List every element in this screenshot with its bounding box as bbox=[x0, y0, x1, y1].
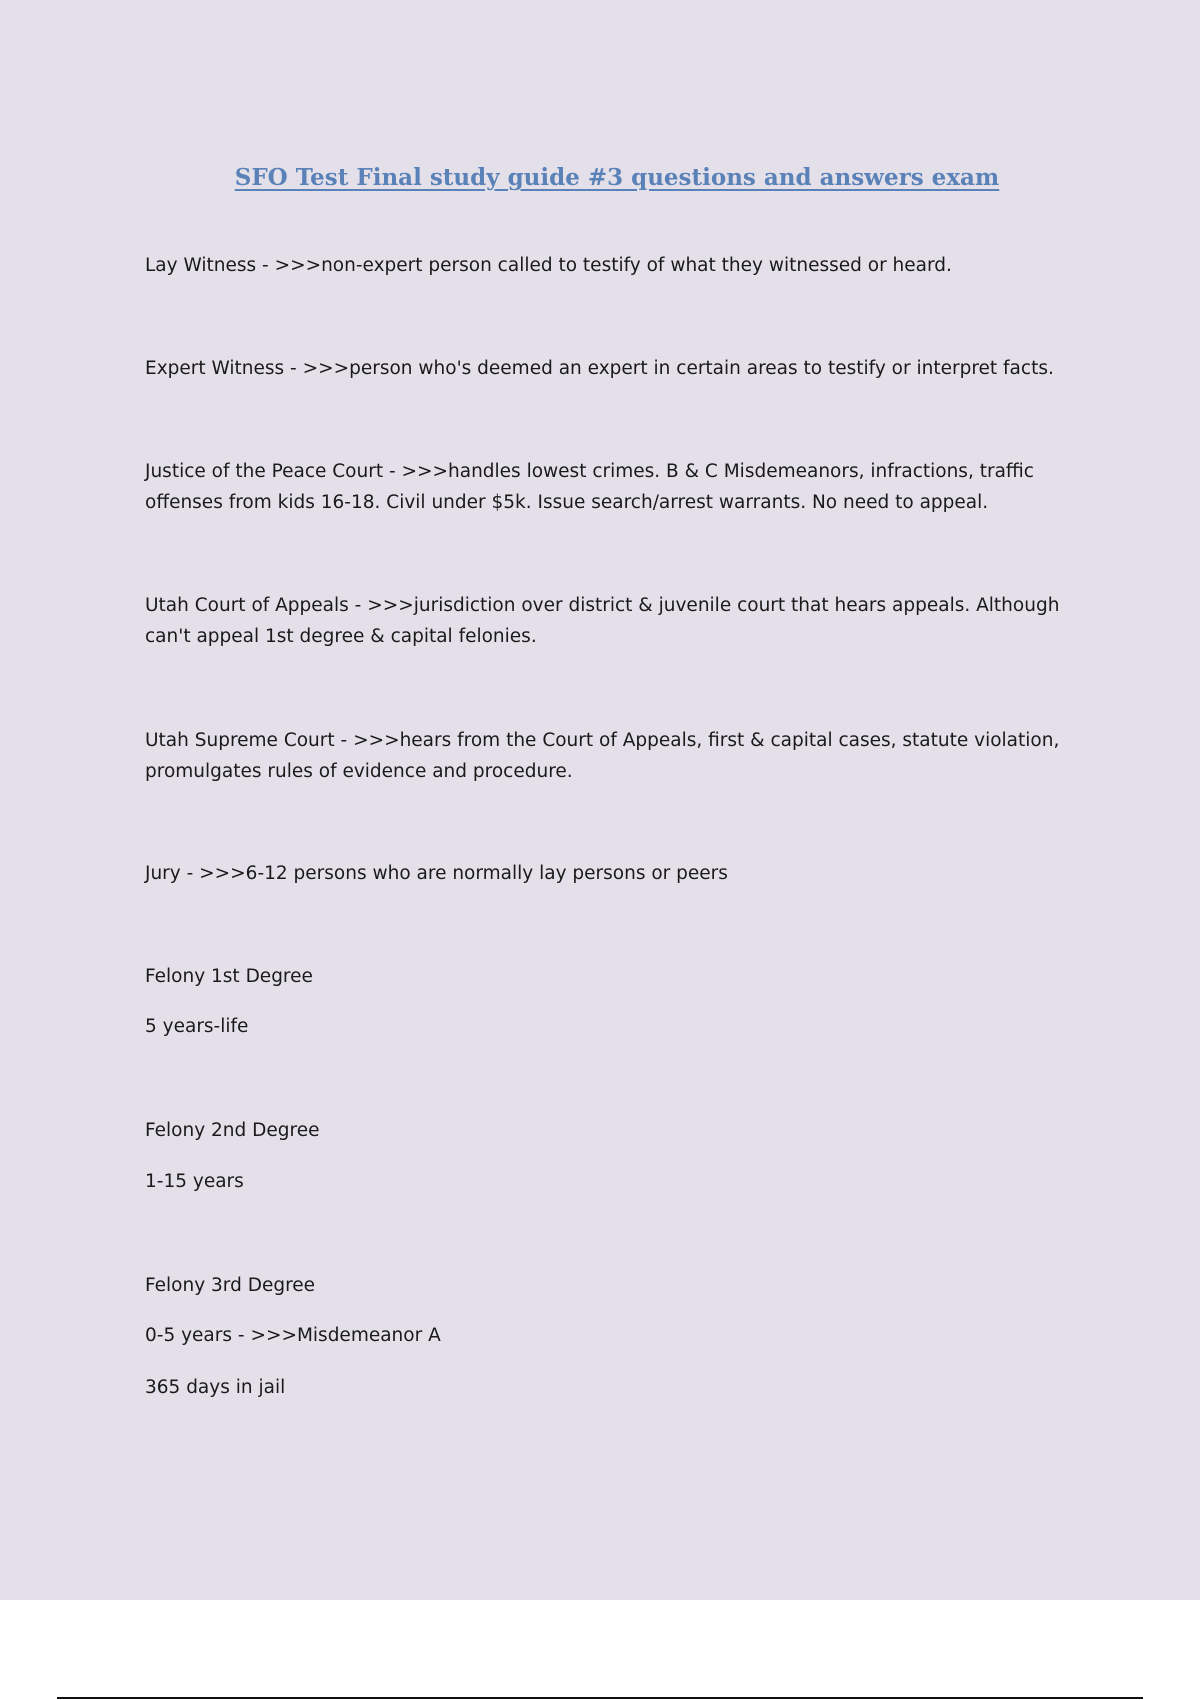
entry-felony-2nd-degree: Felony 2nd Degree bbox=[145, 1120, 320, 1141]
entry-felony-2nd-degree-term: 1-15 years bbox=[145, 1171, 244, 1192]
entry-utah-court-of-appeals: Utah Court of Appeals - >>>jurisdiction over district & juvenile court that hears appeals. Although can't appeal 1st degree & capital felonies. bbox=[145, 595, 1060, 647]
entry-lay-witness: Lay Witness - >>>non-expert person called to testify of what they witnessed or heard. bbox=[145, 255, 952, 276]
entry-felony-1st-degree-term: 5 years-life bbox=[145, 1016, 249, 1037]
entry-justice-of-the-peace-court: Justice of the Peace Court - >>>handles lowest crimes. B & C Misdemeanors, infractions, traffic offenses from kids 16-18. Civil under $5k. Issue search/arrest warrants. No need to appeal. bbox=[145, 461, 1034, 513]
entry-misdemeanor-a-term: 365 days in jail bbox=[145, 1377, 286, 1398]
entry-utah-supreme-court: Utah Supreme Court - >>>hears from the Court of Appeals, first & capital cases, statute violation, promulgates rules of evidence and procedure. bbox=[145, 730, 1060, 782]
footer-divider bbox=[57, 1697, 1143, 1699]
entry-felony-3rd-degree-term: 0-5 years - >>>Misdemeanor A bbox=[145, 1325, 441, 1346]
entry-expert-witness: Expert Witness - >>>person who's deemed an expert in certain areas to testify or interpret facts. bbox=[145, 358, 1054, 379]
entry-felony-1st-degree: Felony 1st Degree bbox=[145, 966, 313, 987]
entry-felony-3rd-degree: Felony 3rd Degree bbox=[145, 1275, 316, 1296]
entry-jury: Jury - >>>6-12 persons who are normally lay persons or peers bbox=[145, 863, 728, 884]
document-title: SFO Test Final study guide #3 questions and answers exam bbox=[234, 164, 1000, 191]
